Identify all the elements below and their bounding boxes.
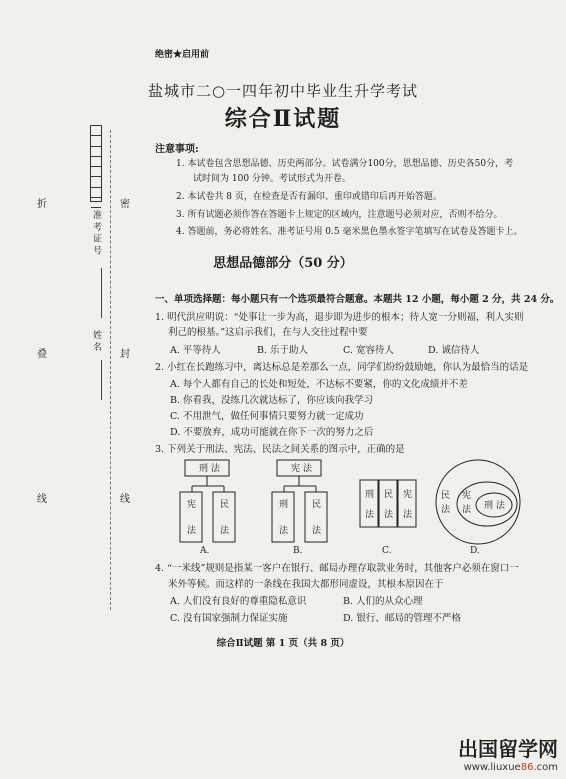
page-footer: 综合Ⅱ试题 第 1 页（共 8 页）	[216, 638, 350, 649]
fold-mark-xian: 线	[37, 494, 47, 505]
b-left-2: 法	[279, 526, 289, 536]
note-3: 3. 所有试题必须作答在答题卡上规定的区域内，注意题号必须对应，否则不给分。	[176, 210, 503, 220]
seal-mark-mi: 密	[120, 199, 130, 210]
q2-option-d: D. 不要放弃，成功可能就在你下一次的努力之后	[170, 427, 374, 438]
a-top-label: 刑 法	[199, 464, 220, 474]
q1-option-c: C. 宽容待人	[343, 345, 394, 356]
q2-option-c: C. 不用泄气，做任何事情只要努力就一定成功	[170, 411, 364, 422]
c-1-bottom: 法	[365, 510, 375, 520]
diagram-label-b: B.	[293, 546, 303, 555]
seal-mark-xian: 线	[120, 494, 130, 505]
q4-option-d: D. 银行、邮局的管理不严格	[343, 613, 461, 624]
c-1-top: 刑	[365, 490, 375, 500]
q4-stem-cont: 米外等候。而这样的一条线在我国大都形同虚设，其根本原因在于	[168, 579, 444, 590]
watermark-url	[458, 762, 558, 773]
watermark-brand: 出国留学网	[458, 737, 558, 761]
q1-stem-cont: 利己的根基。”这启示我们，在与人交往过程中要	[168, 327, 368, 338]
a-left-1: 宪	[187, 500, 197, 510]
note-1-cont: 试时间为 100 分钟。考试形式为开卷。	[193, 174, 351, 184]
a-left-2: 法	[187, 526, 197, 536]
d-outer-2: 法	[441, 505, 451, 515]
diagram-label-c: C.	[382, 546, 392, 555]
exam-number-label: 准 考 证 号	[91, 210, 101, 255]
seal-line	[110, 130, 111, 610]
section-title: 思想品德部分（50 分）	[213, 256, 353, 271]
q1-option-a: A. 平等待人	[170, 345, 221, 356]
fold-mark-die: 叠	[37, 349, 47, 360]
q1-option-b: B. 乐于助人	[257, 345, 309, 356]
d-mid-1: 宪	[462, 491, 472, 501]
diagram-label-a: A.	[200, 546, 210, 555]
diagram-label-d: D.	[470, 546, 480, 555]
q2-option-b: B. 你看我，没练几次就达标了，你应该向我学习	[170, 395, 374, 406]
b-left-1: 刑	[279, 500, 289, 510]
q1-option-d: D. 诚信待人	[428, 345, 480, 356]
q2-option-a: A. 每个人都有自己的长处和短处，不达标不要紧，你的文化成绩并不差	[170, 379, 468, 390]
exam-number-line	[101, 268, 102, 318]
c-2-top: 民	[384, 490, 394, 500]
b-right-2: 法	[312, 526, 322, 536]
paper-title: 综合Ⅱ试题	[224, 106, 342, 132]
url-num: 86	[520, 762, 534, 773]
seal-mark-feng: 封	[120, 349, 130, 360]
q2-stem: 2. 小红在长跑练习中，离达标总是差那么一点，同学们纷纷鼓励她，你认为最恰当的话是	[155, 362, 529, 373]
d-mid-2: 法	[462, 505, 472, 515]
exam-title: 盐城市二○一四年初中毕业生升学考试	[147, 82, 419, 100]
c-2-bottom: 法	[384, 510, 394, 520]
part1-heading: 一、单项选择题：每小题只有一个选项最符合题意。本题共 12 小题，每小题 2 分，共 24 分。	[155, 294, 560, 305]
c-3-bottom: 法	[403, 510, 413, 520]
d-outer-1: 民	[441, 491, 451, 501]
note-1: 1. 本试卷包含思想品德、历史两部分。试卷满分100分，思想品德、历史各50分，考	[176, 159, 514, 169]
c-3-top: 宪	[403, 490, 413, 500]
q4-option-c: C. 没有国家强制力保证实施	[170, 613, 288, 624]
q3-diagrams	[150, 455, 530, 555]
site-watermark	[458, 733, 558, 773]
b-top-label: 宪 法	[291, 464, 312, 474]
q3-stem: 3. 下列关于刑法、宪法、民法之间关系的图示中，正确的是	[155, 444, 405, 455]
q4-option-b: B. 人们的从众心理	[343, 596, 423, 607]
fold-mark-zhe: 折	[37, 199, 47, 210]
name-line	[101, 360, 102, 400]
q4-stem: 4. “一米线”规则是指某一客户在银行、邮局办理存取款业务时，其他客户必须在窗口一	[155, 563, 519, 574]
name-label: 姓 名	[91, 330, 101, 351]
diagram-d	[436, 460, 520, 544]
q4-option-a: A. 人们没有良好的尊重隐私意识	[170, 596, 307, 607]
notes-heading: 注意事项:	[155, 144, 199, 155]
note-4: 4. 答题前，务必将姓名、准考证号用 0.5 毫米黑色墨水签字笔填写在试卷及答题卡上。	[176, 227, 523, 237]
url-pre: www.liuxue	[463, 762, 521, 773]
exam-number-grid	[90, 125, 102, 202]
b-right-1: 民	[312, 500, 322, 510]
q1-stem: 1. 明代洪应明说：“处事让一步为高，退步即为进步的根本；待人宽一分则福，利人实则	[155, 312, 524, 323]
a-right-1: 民	[220, 500, 230, 510]
confidential-mark: 绝密★启用前	[155, 50, 210, 60]
a-right-2: 法	[220, 526, 230, 536]
d-inner: 刑 法	[484, 501, 505, 511]
url-post: .com	[533, 762, 558, 773]
note-2: 2. 本试卷共 8 页，在检查是否有漏印、重印或错印后再开始答题。	[176, 192, 442, 202]
